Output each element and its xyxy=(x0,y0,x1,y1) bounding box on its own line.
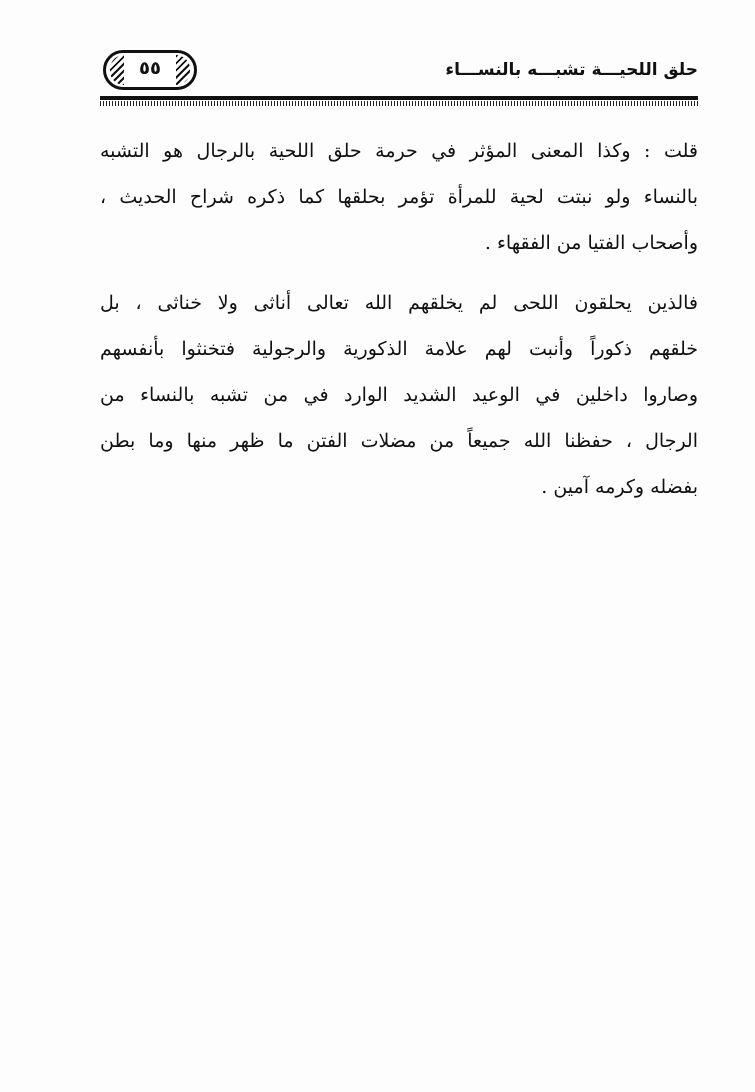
header-rule-hatched xyxy=(100,101,698,106)
text-line: بفضله وكرمه آمين . xyxy=(541,476,698,498)
text-line: بالنساء ولو نبتت لحية للمرأة تؤمر بحلقها كما ذكره شراح الحديث ، xyxy=(100,186,698,208)
text-line: فالذين يحلقون اللحى لم يخلقهم الله تعالى أناثى ولا خناثى ، بل xyxy=(100,292,698,314)
paragraph xyxy=(100,128,698,266)
page-number: ٥٥ xyxy=(139,58,161,79)
text-line: الرجال ، حفظنا الله جميعاً من مضلات الفتن ما ظهر منها وما بطن xyxy=(100,430,698,452)
badge-ornament-left xyxy=(110,55,124,85)
page-number-badge xyxy=(103,50,197,90)
text-line: وصاروا داخلين في الوعيد الشديد الوارد في من تشبه بالنساء من xyxy=(100,384,698,406)
page-header xyxy=(100,50,698,98)
text-line: خلقهم ذكوراً وأنبت لهم علامة الذكورية والرجولية فتخنثوا بأنفسهم xyxy=(100,338,698,360)
paragraph xyxy=(100,280,698,510)
badge-ornament-right xyxy=(176,55,190,85)
running-title: حلق اللحيـــة تشبـــه بالنســـاء xyxy=(445,60,698,80)
header-rule xyxy=(100,96,698,100)
body-text xyxy=(100,128,698,524)
text-line: وأصحاب الفتيا من الفقهاء . xyxy=(484,232,698,254)
text-line: قلت : وكذا المعنى المؤثر في حرمة حلق اللحية بالرجال هو التشبه xyxy=(100,140,698,162)
